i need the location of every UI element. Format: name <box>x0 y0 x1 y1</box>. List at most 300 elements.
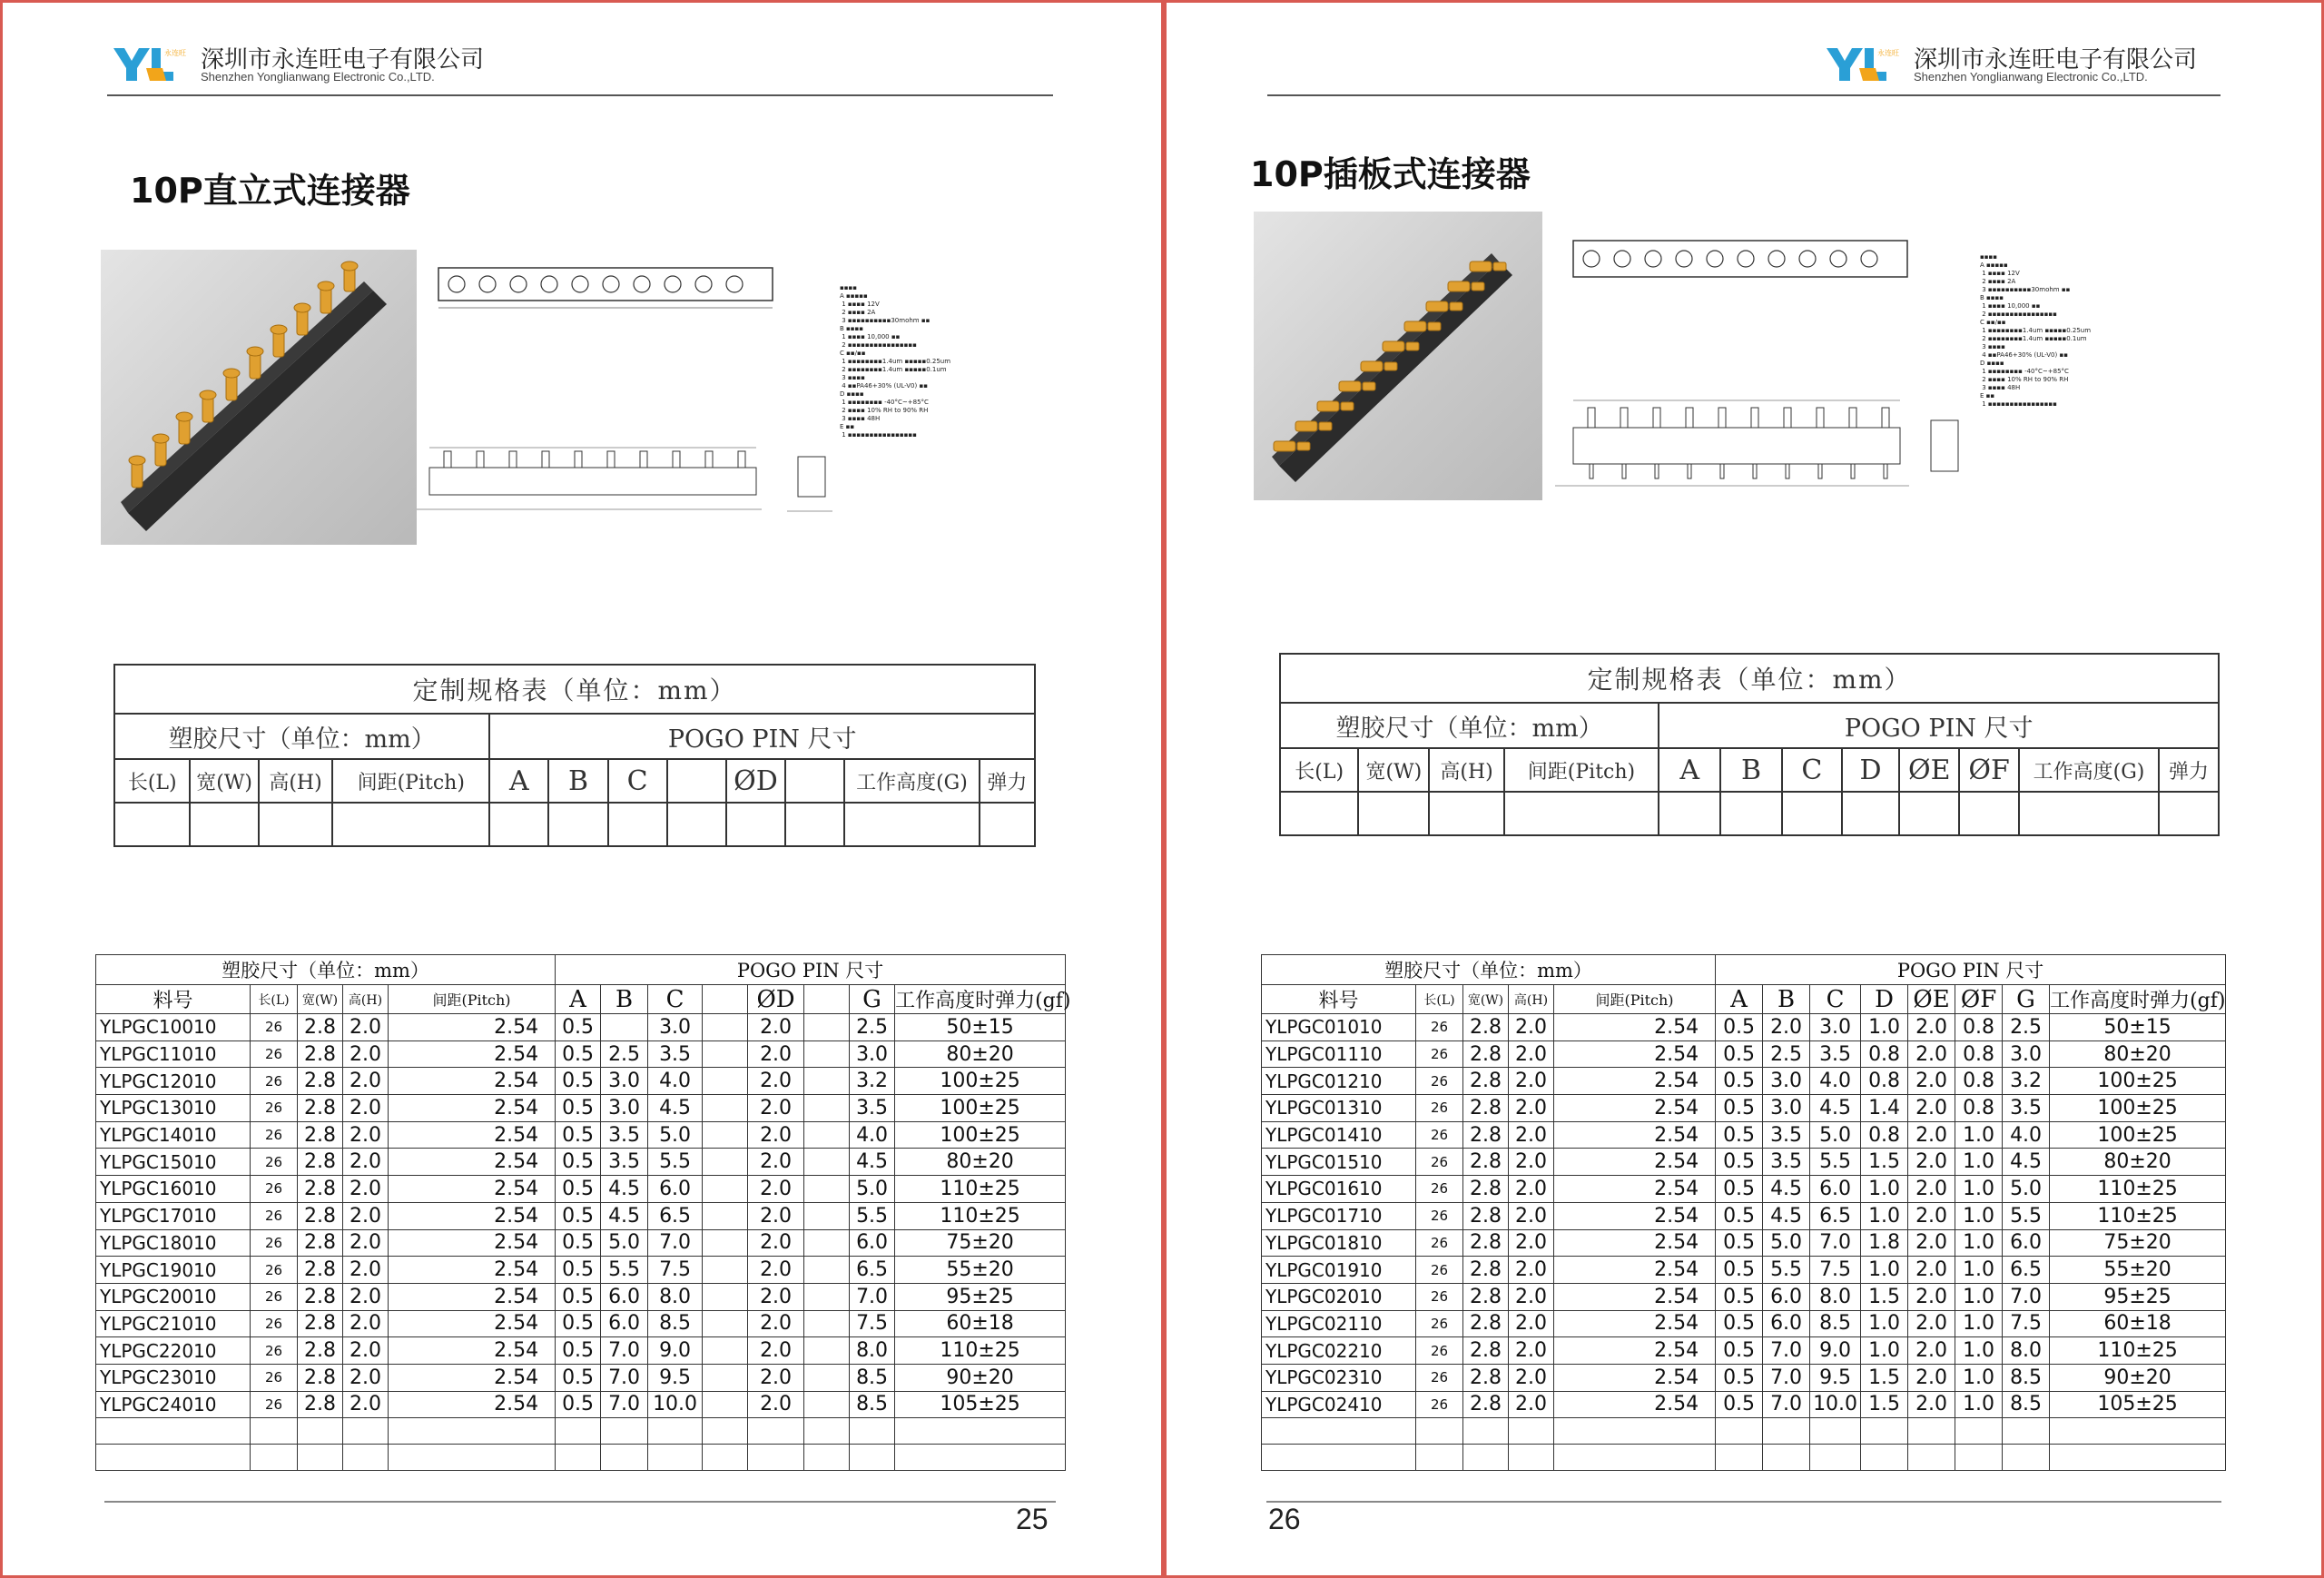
spec-table-title: 定制规格表（单位：mm） <box>114 665 1035 714</box>
table-cell: 2.0 <box>1908 1310 1955 1337</box>
spec-input-cell[interactable] <box>1782 792 1842 835</box>
table-cell <box>804 1229 850 1257</box>
table-cell: 0.5 <box>1716 1176 1763 1203</box>
table-cell: 26 <box>251 1202 298 1229</box>
empty-cell <box>703 1418 748 1445</box>
table-cell: 2.8 <box>298 1202 343 1229</box>
table-cell: 2.0 <box>343 1149 389 1176</box>
empty-cell <box>1716 1445 1763 1471</box>
table-cell: 10.0 <box>648 1391 703 1418</box>
table-cell: 4.5 <box>2003 1149 2050 1176</box>
table-cell: 2.0 <box>1908 1121 1955 1149</box>
table-cell: 2.54 <box>389 1229 556 1257</box>
column-header: 间距(Pitch) <box>389 985 556 1014</box>
table-cell: 2.0 <box>748 1364 804 1391</box>
table-cell: 2.0 <box>1509 1014 1554 1041</box>
table-cell: 2.0 <box>343 1337 389 1365</box>
table-cell: 0.5 <box>1716 1121 1763 1149</box>
table-cell <box>703 1176 748 1203</box>
part-number-cell: YLPGC01610 <box>1262 1176 1416 1203</box>
empty-cell <box>1416 1445 1463 1471</box>
table-cell: 60±18 <box>895 1310 1066 1337</box>
table-cell: 2.54 <box>1554 1337 1716 1365</box>
table-cell: 0.5 <box>556 1283 601 1310</box>
table-cell <box>804 1095 850 1122</box>
table-cell: 0.5 <box>556 1364 601 1391</box>
empty-cell <box>1509 1445 1554 1471</box>
spec-col-header: B <box>567 764 589 797</box>
spec-col-header: 间距(Pitch) <box>1504 748 1659 792</box>
table-row <box>96 1391 1066 1418</box>
spec-input-cell[interactable] <box>190 803 258 846</box>
company-logo <box>110 43 186 84</box>
table-cell: 2.54 <box>389 1068 556 1095</box>
spec-input-cell[interactable] <box>608 803 667 846</box>
spec-group-pogo: POGO PIN 尺寸 <box>489 714 1035 759</box>
table-cell: 5.0 <box>648 1121 703 1149</box>
column-header: G <box>2003 985 2050 1014</box>
empty-cell <box>703 1445 748 1471</box>
product-photo <box>1254 212 1542 500</box>
column-header <box>804 985 850 1014</box>
table-cell: 6.5 <box>1810 1202 1861 1229</box>
table-cell: 3.2 <box>2003 1068 2050 1095</box>
table-row <box>96 1202 1066 1229</box>
table-cell: 2.0 <box>343 1095 389 1122</box>
spec-input-cell[interactable] <box>844 803 980 846</box>
empty-cell <box>1463 1418 1509 1445</box>
connector-render <box>1254 212 1542 500</box>
table-row <box>1262 1257 2226 1284</box>
spec-table-title: 定制规格表（单位：mm） <box>1280 654 2219 703</box>
part-number-cell: YLPGC19010 <box>96 1257 251 1284</box>
table-row <box>96 1364 1066 1391</box>
column-header: ØF <box>1955 985 2003 1014</box>
empty-cell <box>556 1418 601 1445</box>
table-cell: 8.0 <box>1810 1283 1861 1310</box>
table-cell: 2.8 <box>298 1149 343 1176</box>
table-cell: 2.8 <box>298 1040 343 1068</box>
spec-input-cell[interactable] <box>1429 792 1503 835</box>
table-cell: 26 <box>1416 1337 1463 1365</box>
table-cell: 2.54 <box>1554 1149 1716 1176</box>
spec-col-header: 间距(Pitch) <box>332 759 489 803</box>
table-cell: 1.0 <box>1955 1337 2003 1365</box>
table-cell: 2.54 <box>1554 1095 1716 1122</box>
spec-input-cell[interactable] <box>114 803 190 846</box>
table-cell: 2.8 <box>298 1391 343 1418</box>
table-cell <box>703 1391 748 1418</box>
table-group-pogo: POGO PIN 尺寸 <box>556 955 1066 985</box>
empty-cell <box>804 1418 850 1445</box>
table-cell: 2.0 <box>748 1014 804 1041</box>
table-cell: 2.8 <box>1463 1229 1509 1257</box>
part-number-cell: YLPGC01010 <box>1262 1014 1416 1041</box>
part-number-cell: YLPGC02110 <box>1262 1310 1416 1337</box>
column-header: C <box>1810 985 1861 1014</box>
empty-cell <box>1908 1418 1955 1445</box>
table-cell: 90±20 <box>2050 1364 2226 1391</box>
table-cell <box>703 1257 748 1284</box>
table-cell: 2.8 <box>298 1337 343 1365</box>
company-name-en: Shenzhen Yonglianwang Electronic Co.,LTD. <box>201 70 435 84</box>
table-cell: 8.5 <box>1810 1310 1861 1337</box>
column-header: 长(L) <box>251 985 298 1014</box>
technical-notes: ▪▪▪▪ A ▪▪▪▪▪ 1 ▪▪▪▪ 12V 2 ▪▪▪▪ 2A 3 ▪▪▪▪▪▪▪▪▪▪30mohm ▪▪ B ▪▪▪▪ 1 ▪▪▪▪ 10,000 ▪▪ 2 ▪▪▪▪▪▪▪▪▪▪▪▪▪▪▪▪ C ▪▪/▪▪ 1 ▪▪▪▪▪▪▪▪1.4um ▪▪▪▪▪0.25um 2 ▪▪▪▪▪▪▪▪1.4um ▪▪▪▪▪0.1um 3 ▪▪▪▪ 4 ▪▪PA46+30% (UL-V0) ▪▪ D ▪▪▪▪ 1 ▪▪▪▪▪▪▪▪ -40°C~+85°C 2 ▪▪▪▪ 10% RH to 90% RH 3 ▪▪▪▪ 48H E ▪▪ 1 ▪▪▪▪▪▪▪▪▪▪▪▪▪▪▪▪ <box>840 284 951 439</box>
table-cell: 0.5 <box>556 1391 601 1418</box>
table-cell: 2.8 <box>1463 1310 1509 1337</box>
table-row <box>1262 1149 2226 1176</box>
side-view-drawing <box>1555 384 1973 491</box>
table-row <box>96 1176 1066 1203</box>
empty-row <box>1262 1445 2226 1471</box>
column-header: A <box>1716 985 1763 1014</box>
table-cell: 2.0 <box>748 1176 804 1203</box>
table-cell: 6.5 <box>648 1202 703 1229</box>
table-cell: 2.8 <box>298 1257 343 1284</box>
table-cell <box>703 1202 748 1229</box>
table-cell: 2.54 <box>1554 1121 1716 1149</box>
table-cell: 2.0 <box>1908 1283 1955 1310</box>
empty-cell <box>96 1418 251 1445</box>
spec-input-cell[interactable] <box>1842 792 1900 835</box>
column-header: 高(H) <box>343 985 389 1014</box>
spec-col-header: 宽(W) <box>190 759 258 803</box>
spec-group-plastic: 塑胶尺寸（单位：mm） <box>114 714 489 759</box>
table-cell: 100±25 <box>2050 1068 2226 1095</box>
table-cell: 2.0 <box>343 1283 389 1310</box>
table-cell: 26 <box>251 1310 298 1337</box>
table-cell: 6.0 <box>850 1229 895 1257</box>
part-number-cell: YLPGC20010 <box>96 1283 251 1310</box>
table-cell <box>703 1040 748 1068</box>
table-cell: 2.0 <box>748 1257 804 1284</box>
empty-cell <box>298 1418 343 1445</box>
table-cell: 6.0 <box>1763 1310 1810 1337</box>
table-cell <box>703 1149 748 1176</box>
table-cell: 1.0 <box>1861 1202 1908 1229</box>
table-cell: 3.0 <box>601 1068 648 1095</box>
empty-cell <box>748 1418 804 1445</box>
table-cell: 2.8 <box>1463 1176 1509 1203</box>
table-cell: 2.0 <box>1509 1364 1554 1391</box>
table-cell: 2.0 <box>343 1202 389 1229</box>
column-header: 工作高度时弹力(gf) <box>895 985 1066 1014</box>
spec-input-cell[interactable] <box>667 803 726 846</box>
table-cell: 26 <box>251 1176 298 1203</box>
table-cell: 26 <box>1416 1040 1463 1068</box>
table-cell: 26 <box>251 1014 298 1041</box>
table-cell: 7.0 <box>1763 1364 1810 1391</box>
empty-cell <box>1955 1418 2003 1445</box>
empty-cell <box>343 1418 389 1445</box>
table-cell: 2.0 <box>1509 1176 1554 1203</box>
table-cell: 2.0 <box>343 1229 389 1257</box>
table-cell: 8.5 <box>850 1364 895 1391</box>
table-cell: 0.5 <box>1716 1310 1763 1337</box>
table-cell: 2.8 <box>1463 1257 1509 1284</box>
table-cell: 26 <box>251 1068 298 1095</box>
table-cell: 8.5 <box>2003 1364 2050 1391</box>
table-cell: 2.0 <box>343 1391 389 1418</box>
column-header: A <box>556 985 601 1014</box>
table-cell <box>703 1310 748 1337</box>
part-number-cell: YLPGC14010 <box>96 1121 251 1149</box>
table-cell: 3.5 <box>601 1121 648 1149</box>
table-cell: 0.5 <box>1716 1040 1763 1068</box>
table-cell <box>804 1014 850 1041</box>
empty-cell <box>1554 1418 1716 1445</box>
table-cell: 2.0 <box>1908 1068 1955 1095</box>
table-cell: 3.0 <box>1763 1068 1810 1095</box>
spec-input-cell[interactable] <box>548 803 607 846</box>
empty-cell <box>601 1418 648 1445</box>
table-cell: 2.0 <box>1509 1040 1554 1068</box>
table-cell: 8.0 <box>648 1283 703 1310</box>
table-cell: 26 <box>1416 1310 1463 1337</box>
table-cell <box>804 1391 850 1418</box>
logo-sub: 永连旺 <box>1877 49 1899 57</box>
table-cell: 5.5 <box>648 1149 703 1176</box>
part-number-cell: YLPGC01910 <box>1262 1257 1416 1284</box>
part-number-cell: YLPGC01510 <box>1262 1149 1416 1176</box>
table-cell: 7.5 <box>850 1310 895 1337</box>
table-cell: 0.8 <box>1955 1068 2003 1095</box>
company-name-cn: 深圳市永连旺电子有限公司 <box>201 46 485 74</box>
column-header: B <box>1763 985 1810 1014</box>
spec-input-cell[interactable] <box>1280 792 1358 835</box>
table-cell: 6.0 <box>1810 1176 1861 1203</box>
table-cell: 26 <box>1416 1121 1463 1149</box>
table-cell: 2.0 <box>1908 1364 1955 1391</box>
table-cell: 1.0 <box>1955 1202 2003 1229</box>
empty-row <box>1262 1418 2226 1445</box>
table-cell: 2.8 <box>298 1068 343 1095</box>
table-cell: 2.5 <box>2003 1014 2050 1041</box>
table-cell: 2.8 <box>1463 1337 1509 1365</box>
table-cell: 3.5 <box>1763 1149 1810 1176</box>
empty-cell <box>804 1445 850 1471</box>
table-cell: 2.5 <box>850 1014 895 1041</box>
spec-group-pogo: POGO PIN 尺寸 <box>1659 703 2219 748</box>
part-number-cell: YLPGC18010 <box>96 1229 251 1257</box>
table-cell: 26 <box>251 1257 298 1284</box>
table-cell: 110±25 <box>2050 1176 2226 1203</box>
column-header <box>703 985 748 1014</box>
table-cell: 2.0 <box>343 1014 389 1041</box>
table-row <box>1262 1176 2226 1203</box>
spec-input-cell[interactable] <box>1959 792 2019 835</box>
table-cell: 2.0 <box>748 1040 804 1068</box>
table-cell: 2.0 <box>748 1202 804 1229</box>
table-cell: 80±20 <box>895 1149 1066 1176</box>
table-cell: 1.0 <box>1861 1014 1908 1041</box>
table-cell: 2.54 <box>1554 1040 1716 1068</box>
table-cell: 2.0 <box>1509 1283 1554 1310</box>
empty-cell <box>2003 1445 2050 1471</box>
table-cell: 0.5 <box>1716 1283 1763 1310</box>
table-cell: 3.0 <box>850 1040 895 1068</box>
table-cell: 7.0 <box>648 1229 703 1257</box>
table-cell: 2.54 <box>389 1202 556 1229</box>
table-cell: 26 <box>251 1229 298 1257</box>
part-number-cell: YLPGC02410 <box>1262 1391 1416 1418</box>
empty-cell <box>389 1445 556 1471</box>
table-cell: 2.54 <box>1554 1257 1716 1284</box>
table-cell: 4.5 <box>601 1202 648 1229</box>
table-cell: 26 <box>251 1391 298 1418</box>
empty-cell <box>1861 1445 1908 1471</box>
spec-col-header: ØD <box>734 764 778 797</box>
table-cell: 0.8 <box>1861 1068 1908 1095</box>
spec-input-cell[interactable] <box>1504 792 1659 835</box>
table-cell <box>601 1014 648 1041</box>
empty-cell <box>2050 1445 2226 1471</box>
empty-cell <box>2003 1418 2050 1445</box>
column-header: 间距(Pitch) <box>1554 985 1716 1014</box>
table-cell: 2.54 <box>1554 1391 1716 1418</box>
column-header: 料号 <box>1262 985 1416 1014</box>
table-row <box>96 1229 1066 1257</box>
table-cell: 4.0 <box>1810 1068 1861 1095</box>
spec-col-header: 弹力 <box>980 759 1035 803</box>
spec-input-cell[interactable] <box>2019 792 2159 835</box>
spec-input-cell[interactable] <box>785 803 844 846</box>
table-cell: 3.5 <box>601 1149 648 1176</box>
table-cell: 6.0 <box>2003 1229 2050 1257</box>
table-cell: 2.5 <box>1763 1040 1810 1068</box>
table-cell: 95±25 <box>2050 1283 2226 1310</box>
table-cell: 1.0 <box>1955 1257 2003 1284</box>
table-cell: 7.0 <box>2003 1283 2050 1310</box>
spec-col-header: 工作高度(G) <box>844 759 980 803</box>
table-cell: 4.5 <box>601 1176 648 1203</box>
table-cell: 100±25 <box>895 1095 1066 1122</box>
part-number-cell: YLPGC01210 <box>1262 1068 1416 1095</box>
spec-input-cell[interactable] <box>489 803 548 846</box>
table-cell: 55±20 <box>2050 1257 2226 1284</box>
table-cell: 5.0 <box>1763 1229 1810 1257</box>
table-cell: 9.5 <box>1810 1364 1861 1391</box>
table-cell: 2.0 <box>1908 1229 1955 1257</box>
table-cell: 3.5 <box>648 1040 703 1068</box>
spec-col-header: D <box>1859 754 1882 786</box>
table-group-plastic: 塑胶尺寸（单位：mm） <box>1262 955 1716 985</box>
spec-col-header: 宽(W) <box>1358 748 1429 792</box>
table-group-pogo: POGO PIN 尺寸 <box>1716 955 2226 985</box>
table-row <box>96 1149 1066 1176</box>
empty-row <box>96 1418 1066 1445</box>
table-cell: 2.0 <box>1509 1095 1554 1122</box>
table-cell: 2.0 <box>1908 1176 1955 1203</box>
table-cell: 0.8 <box>1861 1040 1908 1068</box>
table-cell: 7.0 <box>1763 1337 1810 1365</box>
table-cell: 95±25 <box>895 1283 1066 1310</box>
technical-notes: ▪▪▪▪ A ▪▪▪▪▪ 1 ▪▪▪▪ 12V 2 ▪▪▪▪ 2A 3 ▪▪▪▪▪▪▪▪▪▪30mohm ▪▪ B ▪▪▪▪ 1 ▪▪▪▪ 10,000 ▪▪ 2 ▪▪▪▪▪▪▪▪▪▪▪▪▪▪▪▪ C ▪▪/▪▪ 1 ▪▪▪▪▪▪▪▪1.4um ▪▪▪▪▪0.25um 2 ▪▪▪▪▪▪▪▪1.4um ▪▪▪▪▪0.1um 3 ▪▪▪▪ 4 ▪▪PA46+30% (UL-V0) ▪▪ D ▪▪▪▪ 1 ▪▪▪▪▪▪▪▪ -40°C~+85°C 2 ▪▪▪▪ 10% RH to 90% RH 3 ▪▪▪▪ 48H E ▪▪ 1 ▪▪▪▪▪▪▪▪▪▪▪▪▪▪▪▪ <box>1980 253 2092 408</box>
part-number-cell: YLPGC01310 <box>1262 1095 1416 1122</box>
table-cell: 6.0 <box>648 1176 703 1203</box>
spec-input-cell[interactable] <box>259 803 332 846</box>
table-cell: 3.0 <box>648 1014 703 1041</box>
table-cell: 2.8 <box>1463 1149 1509 1176</box>
table-cell: 0.5 <box>1716 1364 1763 1391</box>
table-cell: 2.54 <box>1554 1229 1716 1257</box>
table-cell: 26 <box>1416 1364 1463 1391</box>
spec-input-cell[interactable] <box>1358 792 1429 835</box>
logo-sub: 永连旺 <box>164 49 186 57</box>
table-cell: 2.54 <box>389 1283 556 1310</box>
table-cell: 26 <box>251 1149 298 1176</box>
table-cell: 2.0 <box>343 1364 389 1391</box>
table-cell: 2.8 <box>1463 1364 1509 1391</box>
table-cell: 0.5 <box>1716 1202 1763 1229</box>
spec-input-cell[interactable] <box>1720 792 1782 835</box>
table-cell: 100±25 <box>895 1068 1066 1095</box>
table-cell: 0.5 <box>556 1337 601 1365</box>
table-cell <box>703 1229 748 1257</box>
table-cell: 5.5 <box>1810 1149 1861 1176</box>
table-cell: 1.0 <box>1861 1257 1908 1284</box>
table-cell: 2.0 <box>343 1310 389 1337</box>
table-cell: 4.5 <box>648 1095 703 1122</box>
table-cell: 110±25 <box>2050 1337 2226 1365</box>
empty-row <box>96 1445 1066 1471</box>
table-cell: 0.5 <box>556 1257 601 1284</box>
spec-input-cell[interactable] <box>2159 792 2219 835</box>
column-header: ØE <box>1908 985 1955 1014</box>
empty-cell <box>1463 1445 1509 1471</box>
spec-col-header: C <box>1801 754 1823 786</box>
empty-cell <box>1763 1445 1810 1471</box>
table-cell: 2.8 <box>1463 1283 1509 1310</box>
table-cell: 1.0 <box>1955 1229 2003 1257</box>
spec-col-header: 高(H) <box>1429 748 1503 792</box>
column-header: 工作高度时弹力(gf) <box>2050 985 2226 1014</box>
table-row <box>1262 1068 2226 1095</box>
header-divider <box>107 94 1053 96</box>
column-header: D <box>1861 985 1908 1014</box>
table-cell: 2.54 <box>389 1310 556 1337</box>
spec-input-cell[interactable] <box>332 803 489 846</box>
spec-input-cell[interactable] <box>726 803 785 846</box>
table-cell: 7.5 <box>2003 1310 2050 1337</box>
table-cell: 0.5 <box>556 1068 601 1095</box>
table-cell: 2.0 <box>748 1283 804 1310</box>
custom-spec-table <box>1279 653 2220 836</box>
page-number: 26 <box>1268 1503 1301 1535</box>
empty-cell <box>389 1418 556 1445</box>
empty-cell <box>1554 1445 1716 1471</box>
table-row <box>1262 1014 2226 1041</box>
table-cell: 1.0 <box>1955 1391 2003 1418</box>
table-cell: 0.5 <box>1716 1229 1763 1257</box>
table-cell: 0.8 <box>1861 1121 1908 1149</box>
table-cell: 1.8 <box>1861 1229 1908 1257</box>
column-header: 宽(W) <box>1463 985 1509 1014</box>
table-cell: 1.0 <box>1861 1176 1908 1203</box>
table-cell: 110±25 <box>2050 1202 2226 1229</box>
spec-col-header: C <box>626 764 648 797</box>
spec-input-cell[interactable] <box>1659 792 1720 835</box>
spec-input-cell[interactable] <box>980 803 1035 846</box>
part-number-table <box>95 954 1071 1471</box>
spec-input-cell[interactable] <box>1899 792 1959 835</box>
table-row <box>1262 1364 2226 1391</box>
table-cell: 2.54 <box>389 1014 556 1041</box>
table-cell: 1.5 <box>1861 1391 1908 1418</box>
table-cell: 0.5 <box>556 1121 601 1149</box>
table-cell: 26 <box>1416 1229 1463 1257</box>
